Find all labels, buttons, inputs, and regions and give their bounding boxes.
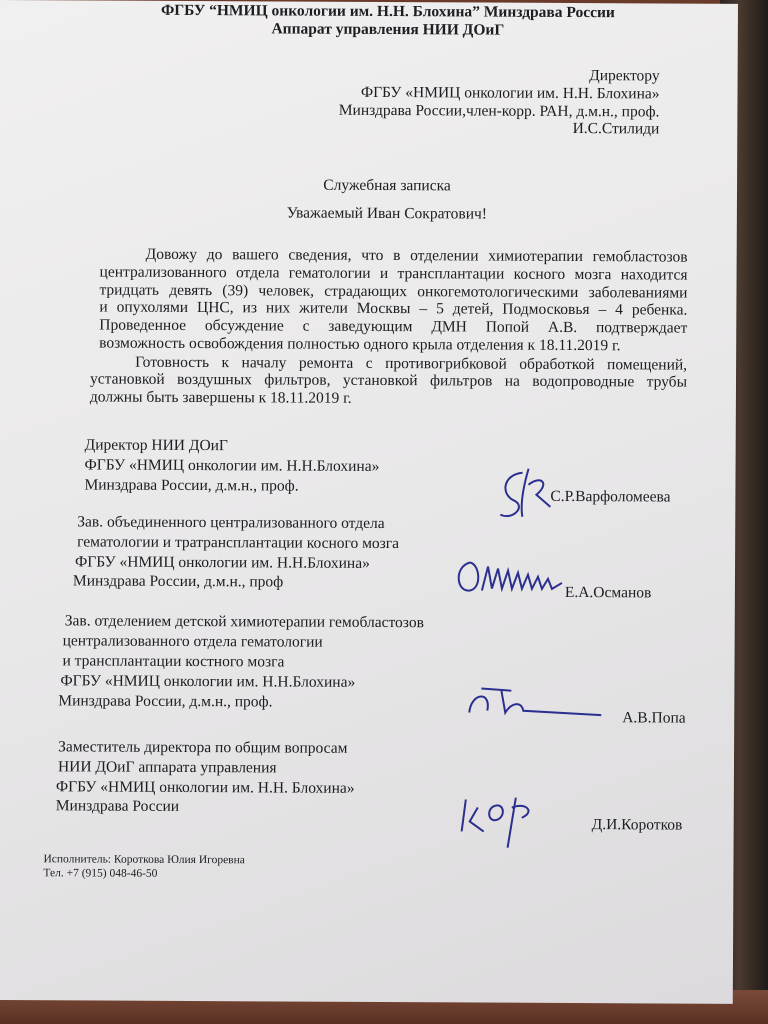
addressee-line: И.С.Стилиди — [572, 120, 660, 138]
signatory-title-line: Минздрава России, д.м.н., проф. — [84, 476, 299, 495]
signatory-title-line: Директор НИИ ДОиГ — [84, 436, 228, 455]
signatory-title-line: Зав. объединенного централизованного отдела — [77, 513, 385, 533]
handwritten-signature — [492, 465, 557, 525]
signatory-name: Д.И.Коротков — [591, 816, 683, 834]
signatory-title-line: НИИ ДОиГ аппарата управления — [57, 758, 277, 777]
signatory-name: А.В.Попа — [622, 709, 686, 727]
body-line: и опухолями ЦНС, из них жители Москвы – 5 детей, Подмосковья – 4 ребенка. — [99, 298, 688, 319]
body-line: возможность освобождения полностью одного крыла отделения к 18.11.2019 г. — [99, 334, 621, 355]
signatory-title-line: ФГБУ «НМИЦ онкологии им. Н.Н.Блохина» — [84, 456, 380, 475]
signatory-title-line: гематологии и тратрансплантации косного мозга — [77, 533, 400, 553]
signatory-name: Е.А.Османов — [564, 583, 652, 602]
signatory-title-line: централизованного отдела гематологии — [62, 632, 323, 651]
signatory-title-line: ФГБУ «НМИЦ онкологии им. Н.Н.Блохина» — [60, 672, 356, 691]
salutation: Уважаемый Иван Сократович! — [286, 204, 488, 223]
body-line: централизованного отдела гематологии и трансплантации косного мозга находится — [99, 263, 688, 284]
signatory-title-line: ФГБУ «НМИЦ онкологии им. Н.Н.Блохина» — [75, 553, 370, 572]
handwritten-signature — [461, 682, 611, 723]
addressee-line: ФГБУ «НМИЦ онкологии им. Н.Н. Блохина» — [360, 83, 660, 103]
signatory-title-line: Минздрава России, д.м.н., проф — [72, 572, 284, 591]
signatory-title-line: Зав. отделением детской химиотерапии гемобластозов — [64, 612, 424, 632]
executor-note: Исполнитель: Короткова Юлия Игоревна — [43, 853, 245, 867]
body-line: Проведенное обсуждение с заведующим ДМН Попой А.В. подтверждает — [99, 316, 688, 337]
addressee-line: Директору — [589, 67, 660, 85]
body-line: установкой воздушных фильтров, установкой фильтров на водопроводные трубы — [89, 370, 688, 391]
addressee-line: Минздрава России,член-корр. РАН, д.м.н., проф. — [338, 101, 660, 121]
handwritten-signature — [452, 552, 572, 603]
handwritten-signature — [456, 787, 556, 858]
signatory-title-line: Минздрава России — [55, 797, 180, 815]
body-line: должны быть завершены к 18.11.2019 г. — [89, 388, 352, 407]
signatory-title-line: ФГБУ «НМИЦ онкологии им. Н.Н. Блохина» — [55, 778, 355, 797]
header-line-1: ФГБУ “НМИЦ онкологии им. Н.Н. Блохина” Минздрава России — [160, 1, 615, 22]
signatory-title-line: Минздрава России, д.м.н., проф. — [58, 692, 273, 711]
header-line-2: Аппарат управления НИИ ДОиГ — [271, 20, 505, 39]
executor-phone: Тел. +7 (915) 048-46-50 — [43, 867, 158, 880]
body-line: тридцать девять (39) человек, страдающих онкогемотологическими заболеваниями — [99, 281, 688, 302]
body-line: Довожу до вашего сведения, что в отделении химиотерапии гемобластозов — [145, 245, 688, 266]
signatory-name: С.Р.Варфоломеева — [550, 487, 671, 506]
memo-title: Служебная записка — [323, 176, 451, 195]
body-line: Готовность к началу ремонта с противогрибковой обработкой помещений, — [135, 353, 688, 374]
signatory-title-line: Заместитель директора по общим вопросам — [58, 738, 348, 757]
signatory-title-line: и трансплантации костного мозга — [62, 652, 285, 671]
